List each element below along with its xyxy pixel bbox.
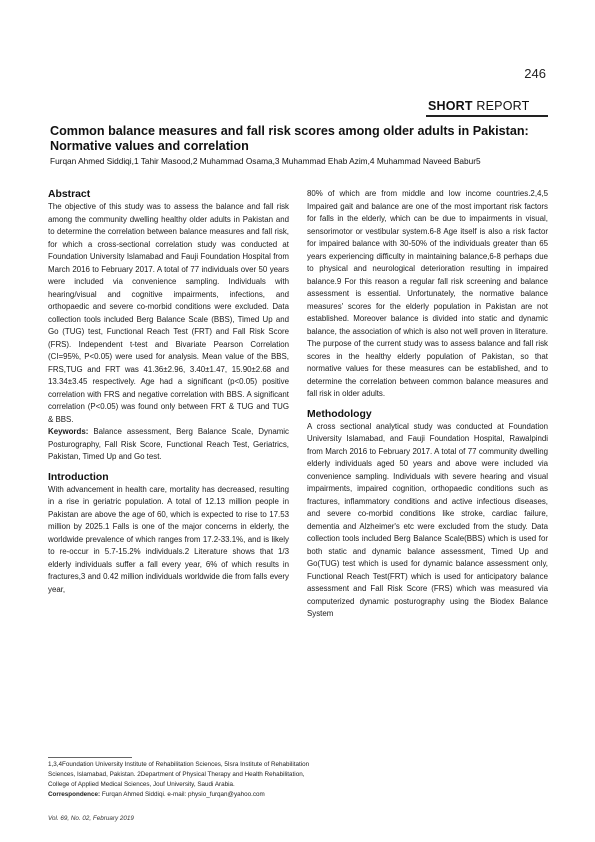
abstract-body: The objective of this study was to assess the balance and fall risk among the community dwelling healthy older adults in Pakistan and to determine the correlation between balance measures and fall risk, for which a cross-sectional correlation study was conducted at Foundation University Islamabad and Fauji Foundation Hospital from March 2016 to February 2017. A total of 77 individuals over 50 years were included via convenience sampling. Individuals with hearing/visual and cognitive impairments, infections, and orthopaedic and severe co-morbid conditions were excluded. Data collection tools included Berg Balance Scale (BBS), Timed Up and Go (TUG) test, Functional Reach Test (FRT) and Fall Risk Score (FRS). Independent t-test and Bivariate Pearson Correlation (CI=95%, P<0.05) were used for analysis. Mean value of the BBS, FRS,TUG and FRT was 41.36±2.96, 3.40±1.47, 15.90±2.68 and 13.34±3.45 respectively. Age had a significant (p<0.05) positive correlation with FRS and negative correlation with BBS. A significant correlation (P<0.05) was found only between FRT & TUG and TUG & BBS. [48, 202, 289, 424]
footnotes [48, 760, 310, 800]
author-list: Furqan Ahmed Siddiqi,1 Tahir Masood,2 Muhammad Osama,3 Muhammad Ehab Azim,4 Muhammad Naveed Babur5 [50, 156, 481, 166]
left-column [48, 188, 289, 596]
section-label-bold: SHORT [428, 99, 473, 113]
correspondence-text: Furqan Ahmed Siddiqi. e-mail: physio_furqan@yahoo.com [100, 791, 265, 798]
keywords-text: Balance assessment, Berg Balance Scale, Dynamic Posturography, Fall Risk Score, Functional Reach Test, Geriatrics, Pakistan, Timed Up and Go test. [48, 427, 289, 461]
spacer [48, 464, 289, 471]
section-banner-rule [426, 115, 548, 117]
introduction-heading: Introduction [48, 471, 109, 483]
section-label [428, 99, 532, 113]
right-column [307, 188, 548, 621]
page-number: 246 [524, 66, 546, 81]
correspondence [48, 790, 310, 800]
correspondence-label: Correspondence: [48, 791, 101, 798]
introduction-body: With advancement in health care, mortality has decreased, resulting in a rise in geriatric population. A total of 12.13 million people in Pakistan are above the age of 60, which is expected to rise to 17.53 million by 2025.1 Falls is one of the major concerns in elderly, the worldwide prevalence of which ranges from 17.2-33.1%, and is likely to re-occur in 5.7-15.2% individuals.2 Literature shows that 1/3 elderly individuals suffer a fall every year, 6% of which results in fractures,3 and 0.42 million individuals worldwide die from falls every year, [48, 484, 289, 594]
volume-info: Vol. 69, No. 02, February 2019 [48, 815, 134, 822]
abstract-heading: Abstract [48, 189, 91, 200]
section-label-rest: REPORT [472, 99, 530, 113]
introduction-continued: 80% of which are from middle and low income countries.2,4,5 Impaired gait and balance are one of the most important risk factors for falls in the elderly, which can be due to impairments in visual, sensorimotor or vestibular system.6-8 Age itself is also a risk factor for impaired balance with 30-50% of the individuals greater than 65 years experiencing difficulty in maintaining balance,6-8 perhaps due to physical and neurological deterioration resulting in impaired balance.9 For this reason a regular fall risk screening and balance assessment is essential. Unfortunately, the normative balance measures' scores for the elderly population in Pakistan are not established. Moreover balance is divided into static and dynamic balance, the association of which is also not well proven in literature. The purpose of the current study was to assess balance and fall risk scores in the healthy elderly population of Pakistan, so that normative values for these measures can be established, and to determine the correlation between common balance measures and fall risk in older adults. [307, 189, 548, 398]
methodology-heading: Methodology [307, 408, 372, 420]
article-title: Common balance measures and fall risk scores among older adults in Pakistan: Normative values and correlation [50, 124, 529, 153]
spacer [307, 401, 548, 408]
keywords [48, 426, 289, 464]
section-banner [426, 99, 548, 117]
keywords-label: Keywords: [48, 427, 89, 436]
methodology-body: A cross sectional analytical study was conducted at Foundation University Islamabad, and Fauji Foundation Hospital, Rawalpindi from March 2016 to February 2017. A total of 77 community dwelling elderly individuals aged 50 years and above were included via convenience sampling. Individuals with severe hearing and visual impairments, impaired cognition, orthopaedic conditions such as fractures, inflammatory conditions and active infectious diseases, and severe co-morbid conditions like stroke, cardiac failure, dementia and Alzheimer's etc were excluded from the study. Data collection tools included Berg Balance Scale(BBS) which is used for both static and dynamic balance assessment, Timed Up and Go(TUG) test which is used for dynamic balance assessment only, Functional Reach Test(FRT) which is used for anticipatory balance assessment and Fall Risk Score (FRS) which was measured via computerized dynamic posturography using the Biodex Balance System [307, 421, 548, 618]
footnote-divider [48, 757, 132, 758]
affiliations: 1,3,4Foundation University Institute of Rehabilitation Sciences, 5Isra Institute of Rehabilitation Sciences, Islamabad, Pakistan. 2Department of Physical Therapy and Health Rehabilitation, College of Applied Medical Sciences, Jouf University, Saudi Arabia. [48, 761, 310, 788]
